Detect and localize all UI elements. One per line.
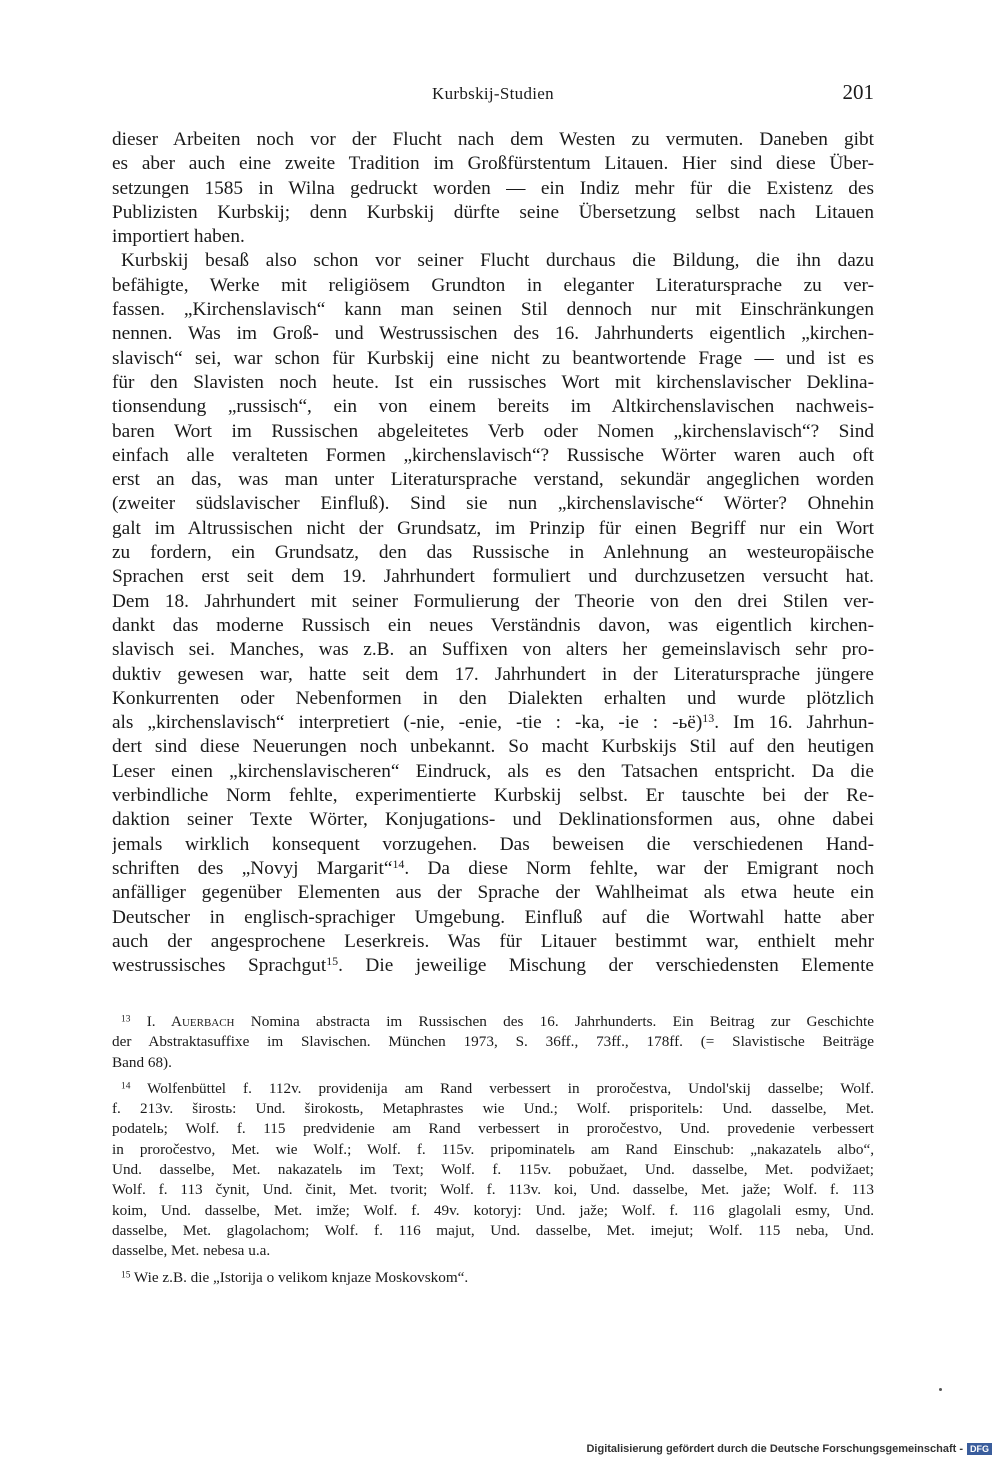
line-text: Kurbskij besaß also schon vor seiner Flucht durchaus die Bildung, die ihn dazu bbox=[121, 250, 874, 272]
line-text: dert sind diese Neuerungen noch unbekannt. So macht Kurbskijs Stil auf den heutigen bbox=[112, 736, 874, 758]
text-line bbox=[112, 298, 874, 322]
text-line bbox=[112, 663, 874, 687]
line-text: für den Slavisten noch heute. Ist ein russisches Wort mit kirchenslavischer Deklina- bbox=[112, 371, 874, 393]
line-text: einfach alle veralteten Formen „kirchenslavisch“? Russische Wörter waren auch oft bbox=[112, 444, 874, 466]
footnote-line bbox=[112, 1079, 874, 1099]
line-text: befähigte, Werke mit religiösem Grundton in eleganter Literatursprache zu ver- bbox=[112, 274, 874, 296]
footnote-text: f. 213v. širostь: Und. širokostь, Metaphrastes wie Und.; Wolf. prisporitelь: Und. dasselbe, Met. bbox=[112, 1100, 874, 1118]
text-line bbox=[112, 274, 874, 298]
text-line bbox=[112, 152, 874, 176]
text-line bbox=[112, 347, 874, 371]
footnote-line bbox=[112, 1119, 874, 1139]
running-head bbox=[112, 80, 874, 110]
text-line bbox=[112, 590, 874, 614]
footnote-text: Wolfenbüttel f. 112v. providenija am Rand verbessert in proročestva, Undol'skij dasselbe; Wolf. bbox=[130, 1079, 874, 1097]
footnote-ref: 13 bbox=[702, 711, 715, 726]
text-line bbox=[112, 833, 874, 857]
line-text: baren Wort im Russischen abgeleitetes Verb oder Nomen „kirchenslavisch“? Sind bbox=[112, 420, 874, 442]
line-text: slavisch“ sei, war schon für Kurbskij eine nicht zu beantwortende Frage — und ist es bbox=[112, 347, 874, 369]
footnote-line bbox=[112, 1180, 874, 1200]
line-text: erst an das, was man unter Literatursprache verstand, sekundär angeglichen worden bbox=[112, 469, 874, 491]
footnote-line bbox=[112, 1099, 874, 1119]
line-text: Leser einen „kirchenslavischeren“ Eindruck, als es den Tatsachen entspricht. Da die bbox=[112, 760, 874, 782]
digitization-footer bbox=[586, 1441, 992, 1457]
line-text: Publizisten Kurbskij; denn Kurbskij dürfte seine Übersetzung selbst nach Litauen bbox=[112, 201, 874, 223]
page-number: 201 bbox=[842, 80, 874, 104]
footnote-text: Wie z.B. die „Istorija o velikom knjaze Moskovskom“. bbox=[130, 1268, 469, 1286]
line-text: importiert haben. bbox=[112, 226, 245, 248]
line-text: duktiv gewesen war, hatte seit dem 17. Jahrhundert in der Literatursprache jüngere bbox=[112, 663, 874, 685]
footnote-text: dasselbe, Met. glagolachom; Wolf. f. 116 majut, Und. dasselbe, Met. imejut; Wolf. 115 neba, Und. bbox=[112, 1221, 874, 1239]
line-text: setzungen 1585 in Wilna gedruckt worden — ein Indiz mehr für die Existenz des bbox=[112, 177, 874, 199]
line-text: es aber auch eine zweite Tradition im Großfürstentum Litauen. Hier sind diese Über- bbox=[112, 153, 874, 175]
footnote-line bbox=[112, 1012, 874, 1032]
line-text: Dem 18. Jahrhundert mit seiner Formulierung der Theorie von den drei Stilen ver- bbox=[112, 590, 874, 612]
text-line bbox=[112, 687, 874, 711]
text-line bbox=[112, 784, 874, 808]
text-line bbox=[112, 808, 874, 832]
line-text: schriften des „Novyj Margarit“ bbox=[112, 857, 393, 879]
footnote-line bbox=[112, 1053, 874, 1073]
footnote bbox=[112, 1268, 874, 1288]
line-text: tionsendung „russisch“, ein von einem bereits im Altkirchenslavischen nachweis- bbox=[112, 396, 874, 418]
footnote-line bbox=[112, 1032, 874, 1052]
footnote-line bbox=[112, 1201, 874, 1221]
text-line bbox=[112, 420, 874, 444]
text-line bbox=[112, 857, 874, 881]
line-text: daktion seiner Texte Wörter, Konjugations- und Deklinationsformen aus, ohne dabei bbox=[112, 809, 874, 831]
line-text: dankt das moderne Russisch ein neues Verständnis davon, was eigentlich kirchen- bbox=[112, 614, 874, 636]
line-text: verbindliche Norm fehlte, experimentierte Kurbskij selbst. Er tauschte bei der Re- bbox=[112, 785, 874, 807]
footer-text: Digitalisierung gefördert durch die Deutsche Forschungsgemeinschaft - bbox=[586, 1443, 963, 1455]
text-line bbox=[112, 614, 874, 638]
dfg-logo: DFG bbox=[967, 1443, 992, 1455]
text-line bbox=[112, 735, 874, 759]
text-line bbox=[112, 492, 874, 516]
line-text: dieser Arbeiten noch vor der Flucht nach dem Westen zu vermuten. Daneben gibt bbox=[112, 129, 874, 150]
line-text: jemals wirklich konsequent vorzugehen. Das beweisen die verschiedenen Hand- bbox=[112, 833, 874, 855]
footnote bbox=[112, 1079, 874, 1262]
author-name: I. Auerbach bbox=[146, 1013, 235, 1030]
text-line bbox=[112, 177, 874, 201]
scan-speck bbox=[939, 1388, 942, 1391]
body-text bbox=[112, 128, 874, 978]
line-text: auch der angesprochene Leserkreis. Was für Litauer bestimmt war, enthielt mehr bbox=[112, 930, 874, 952]
line-text: . Im 16. Jahrhun- bbox=[714, 712, 874, 734]
line-text: galt im Altrussischen nicht der Grundsatz, im Prinzip für einen Begriff nur ein Wort bbox=[112, 517, 874, 539]
footnote-number: 15 bbox=[121, 1269, 131, 1280]
text-line bbox=[112, 541, 874, 565]
footnote-text: Wolf. f. 113 čynit, Und. činit, Met. tvorit; Wolf. f. 113v. koi, Und. dasselbe, Met. jaže; Wolf. f. 113 bbox=[112, 1181, 874, 1199]
line-text: nennen. Was im Groß- und Westrussischen des 16. Jahrhunderts eigentlich „kirchen- bbox=[112, 323, 874, 345]
text-line bbox=[112, 711, 874, 735]
line-text: westrussisches Sprachgut bbox=[112, 955, 327, 977]
text-line bbox=[112, 760, 874, 784]
footnote-line bbox=[112, 1221, 874, 1241]
footnote-text: Band 68). bbox=[112, 1053, 172, 1071]
line-text: (zweiter südslavischer Einfluß). Sind sie nun „kirchenslavische“ Wörter? Ohnehin bbox=[112, 493, 874, 515]
footnote bbox=[112, 1012, 874, 1073]
line-text: Deutscher in englisch-sprachiger Umgebung. Einfluß auf die Wortwahl hatte aber bbox=[112, 906, 874, 928]
footnote-text: Nomina abstracta im Russischen des 16. Jahrhunderts. Ein Beitrag zur Geschichte bbox=[234, 1013, 874, 1030]
text-line bbox=[112, 954, 874, 978]
text-line bbox=[112, 930, 874, 954]
line-text: zu fordern, ein Grundsatz, den das Russische in Anlehnung an westeuropäische bbox=[112, 542, 874, 564]
footnote-line bbox=[112, 1268, 874, 1288]
text-line bbox=[112, 371, 874, 395]
footnote-line bbox=[112, 1241, 874, 1261]
text-line bbox=[112, 565, 874, 589]
line-text: anfälliger gegenüber Elementen aus der Sprache der Wahlheimat als etwa heute ein bbox=[112, 882, 874, 904]
line-text: slavisch sei. Manches, was z.B. an Suffixen von alters her gemeinslavisch sehr pro- bbox=[112, 639, 874, 661]
text-line bbox=[112, 881, 874, 905]
footnote-text: dasselbe, Met. nebesa u.a. bbox=[112, 1242, 271, 1260]
footnote-text: Und. dasselbe, Met. nakazatelь im Text; Wolf. f. 115v. pobužaet, Und. dasselbe, Met. podvižaet; bbox=[112, 1161, 874, 1179]
text-line bbox=[112, 444, 874, 468]
text-line bbox=[112, 128, 874, 152]
line-text: Konkurrenten oder Nebenformen in den Dialekten erhalten und wurde plötzlich bbox=[112, 687, 874, 709]
footnote-text: in proročestvo, Met. wie Wolf.; Wolf. f. 115v. pripominatelь am Rand Einschub: „nakazatelь albo“, bbox=[112, 1140, 874, 1158]
text-line bbox=[112, 517, 874, 541]
footnote-number: 14 bbox=[121, 1081, 131, 1092]
text-line bbox=[112, 322, 874, 346]
line-text: . Da diese Norm fehlte, war der Emigrant noch bbox=[404, 857, 874, 879]
footnote-ref: 14 bbox=[392, 856, 405, 871]
footnote-ref: 15 bbox=[326, 954, 339, 969]
text-line bbox=[112, 201, 874, 225]
footnote-text: koim, Und. dasselbe, Met. imže; Wolf. f. 49v. kotoryj: Und. jaže; Wolf. f. 116 glagolali esmy, Und. bbox=[112, 1201, 874, 1219]
footnote-line bbox=[112, 1140, 874, 1160]
text-line bbox=[112, 638, 874, 662]
line-text: als „kirchenslavisch“ interpretiert (-nie, -enie, -tie : -ka, -ie : -ьё) bbox=[112, 712, 703, 734]
line-text: fassen. „Kirchenslavisch“ kann man seinen Stil dennoch nur mit Einschränkungen bbox=[112, 299, 874, 321]
text-line bbox=[112, 468, 874, 492]
text-line bbox=[112, 249, 874, 273]
footnote-text: podatelь; Wolf. f. 115 predvidenie am Rand verbessert in proročestvo, Und. provedenie verbessert bbox=[112, 1120, 874, 1138]
footnote-line bbox=[112, 1160, 874, 1180]
footnote-number: 13 bbox=[121, 1014, 131, 1025]
running-title: Kurbskij-Studien bbox=[432, 84, 554, 103]
line-text: . Die jeweilige Mischung der verschiedensten Elemente bbox=[338, 955, 874, 977]
text-line bbox=[112, 395, 874, 419]
line-text: Sprachen erst seit dem 19. Jahrhundert formuliert und durchzusetzen versucht hat. bbox=[112, 566, 874, 588]
footnotes bbox=[112, 1012, 874, 1288]
footnote-text: der Abstraktasuffixe im Slavischen. München 1973, S. 36ff., 73ff., 178ff. (= Slavistische Beiträge bbox=[112, 1033, 874, 1051]
text-line bbox=[112, 225, 874, 249]
text-line bbox=[112, 906, 874, 930]
